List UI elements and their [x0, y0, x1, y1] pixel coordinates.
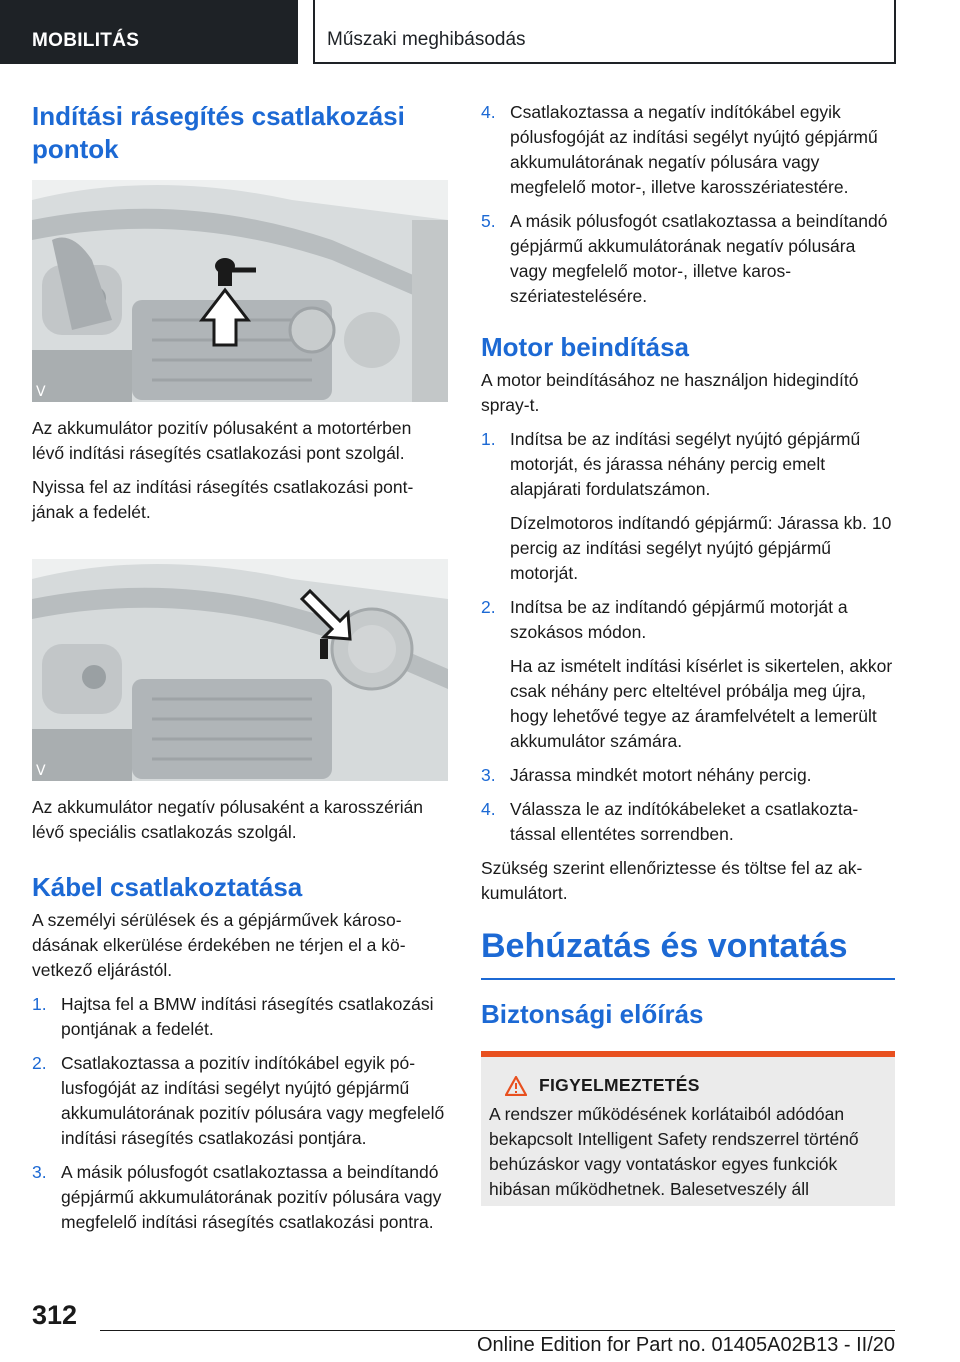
safety-title: Biztonsági előírás [481, 999, 704, 1029]
list-item: 2. Csatlakoztassa a pozitív indítókábel egyik pólusfogóját az indítási segélyt nyújtó gépjármű akkumulátorának pozitív pólusára vagy megfelelő indítási rásegítés csatlakozási pontjára. [32, 1053, 445, 1148]
caption-negative-terminal: Az akkumulátor negatív pólusaként a karosszérián lévő speciális csatlakozás szolgál. [32, 797, 424, 842]
caption-positive-terminal: Az akkumulátor pozitív pólusaként a motortérben lévő indítási rásegítés csatlakozási pont szolgál. [32, 418, 412, 463]
open-cover-instruction: Nyissa fel az indítási rásegítés csatlakozási pontjának a fedelét. [32, 477, 414, 522]
header-chapter-tab [313, 0, 896, 64]
connect-cable-steps [32, 992, 448, 1235]
start-engine-intro: A motor beindításához ne használjon hidegindító spray-t. [481, 370, 859, 415]
right-column [481, 100, 895, 1206]
list-item: 1. Indítsa be az indítási segélyt nyújtó gépjármű motorját, és járassa néhány percig emelt alapjárati fordulatszámon. [481, 429, 861, 499]
engine-photo-positive-terminal [32, 180, 448, 402]
list-item: 4. Csatlakoztassa a negatív indítókábel egyik pólusfogóját az indítási segélyt nyújtó gépjármű akkumulátorának negatív pólusára vagy megfelelő motor-, illetve karosszériatestére. [481, 102, 878, 197]
connect-cable-intro: A személyi sérülések és a gépjárművek károsodásának elkerülése érdekében ne térjen el a következő eljárástól. [32, 910, 406, 980]
header-section-label: MOBILITÁS [32, 30, 140, 51]
start-engine-title: Motor beindítása [481, 332, 690, 362]
left-column [32, 100, 448, 1244]
list-item: 3. Járassa mindkét motort néhány percig. [481, 765, 812, 785]
footer-edition: Online Edition for Part no. 01405A02B13 - II/20 [476, 1334, 895, 1356]
list-item: 4. Válassza le az indítókábeleket a csatlakoztatással ellentétes sorrendben. [481, 799, 859, 844]
retry-note: Ha az ismételt indítási kísérlet is sikertelen, akkor csak néhány perc elteltével próbálja meg újra, hogy lehetővé tegye az áramfelvételt a lemerült akkumulátor számára. [510, 656, 893, 751]
svg-text:V: V [36, 763, 46, 779]
svg-text:V: V [36, 384, 46, 400]
warning-box [481, 1051, 895, 1206]
warning-label: FIGYELMEZTETÉS [539, 1075, 700, 1095]
connect-cable-steps-continued [481, 100, 895, 309]
towing-section-title: Behúzatás és vontatás [481, 924, 895, 980]
warning-triangle-icon [505, 1076, 527, 1096]
diesel-note: Dízelmotoros indítandó gépjármű: Járassa kb. 10 percig az indítási segélyt nyújtó gépjármű motorját. [510, 513, 892, 583]
list-item: 5. A másik pólusfogót csatlakoztassa a beindítandó gépjármű akkumulátorának negatív pólusára vagy megfelelő motor-, illetve karosszériatestelésére. [481, 211, 888, 306]
page-number: 312 [32, 1300, 78, 1330]
engine-photo-negative-terminal [32, 559, 448, 781]
warning-text: A rendszer működésének korlátaiból adódóan bekapcsolt Intelligent Safety rendszerrel történő behúzáskor vagy vontatáskor egyes funkciók hibásan működhetnek. Balesetveszély áll [489, 1104, 859, 1199]
list-item: 2. Indítsa be az indítandó gépjármű motorját a szokásos módon. [481, 597, 848, 642]
start-engine-steps [481, 427, 895, 502]
list-item: 3. A másik pólusfogót csatlakoztassa a beindítandó gépjármű akkumulátorának pozitív pólusára vagy megfelelő indítási rásegítés csatlakozási pontra. [32, 1162, 442, 1232]
header-section-tab [0, 0, 298, 64]
connect-cable-title: Kábel csatlakoztatása [32, 872, 303, 902]
list-item: 1. Hajtsa fel a BMW indítási rásegítés csatlakozási pontjának a fedelét. [32, 994, 434, 1039]
footer-divider [100, 1330, 895, 1331]
jump-start-points-title: Indítási rásegítés csatlakozási pontok [32, 101, 405, 164]
header-chapter-label: Műszaki meghibásodás [327, 29, 526, 50]
charge-battery-note: Szükség szerint ellenőriztesse és töltse fel az akkumulátort. [481, 858, 863, 903]
